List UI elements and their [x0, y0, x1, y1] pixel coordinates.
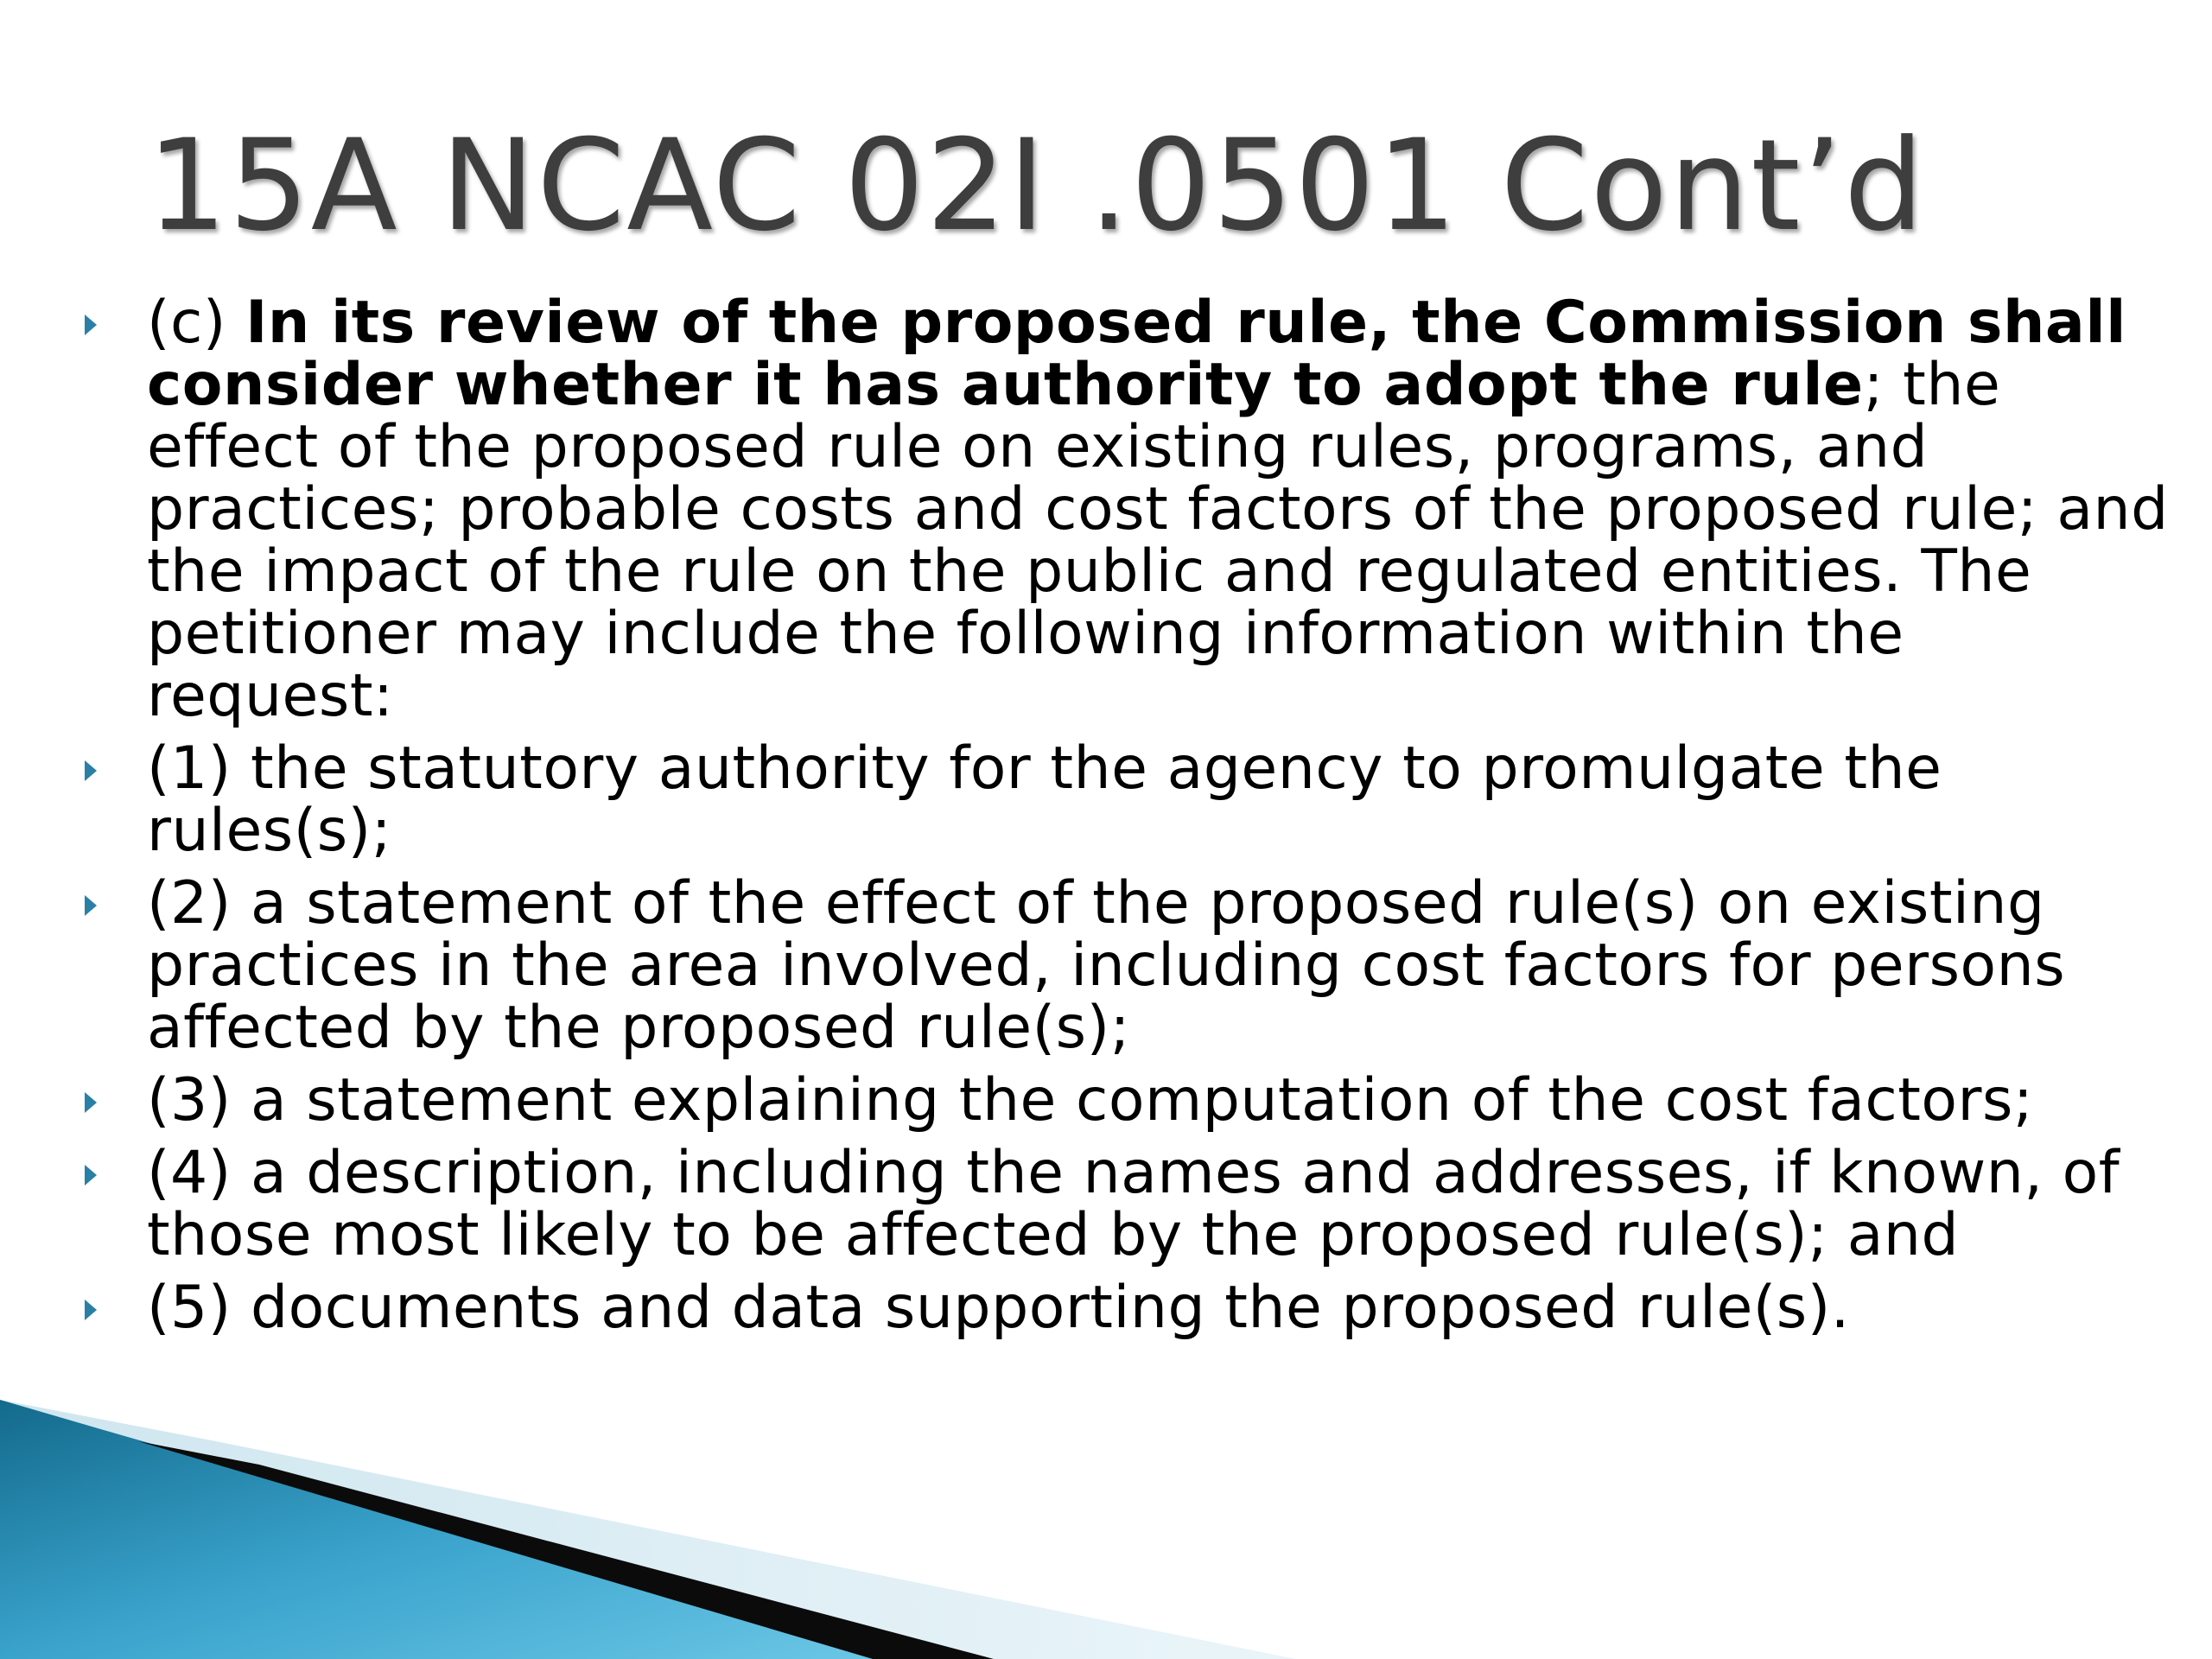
bullet-text: (3) a statement explaining the computation of the cost factors; — [147, 1066, 2034, 1135]
bullet-rest-text: ; the effect of the proposed rule on existing rules, programs, and practices; probable costs and cost factors of the proposed rule; and the impact of the rule on the public and regulated entities. The petitioner may include the following information within the request: — [147, 351, 2169, 730]
bullet-item-2 — [147, 869, 2169, 1062]
bullet-item-4 — [147, 1139, 2169, 1269]
triangle-bullet-icon — [85, 895, 97, 916]
triangle-bullet-icon — [85, 315, 97, 335]
bullet-item-1 — [147, 734, 2169, 865]
pale-wedge — [0, 1400, 1296, 1659]
bullet-text: (5) documents and data supporting the proposed rule(s). — [147, 1274, 1850, 1342]
bullet-text: (2) a statement of the effect of the proposed rule(s) on existing practices in the area involved, including cost factors for persons affected by the proposed rule(s); — [147, 869, 2066, 1062]
slide-title: 15A NCAC 02I .0501 Cont’d — [147, 112, 1926, 259]
triangle-bullet-icon — [85, 760, 97, 781]
bullet-item-3 — [147, 1066, 2169, 1135]
bullet-item-c — [147, 289, 2169, 730]
bullet-text: (4) a description, including the names and addresses, if known, of those most likely to be affected by the proposed rule(s); and — [147, 1139, 2120, 1269]
bullet-text: (1) the statutory authority for the agency to promulgate the rules(s); — [147, 734, 1942, 865]
blue-wedge — [0, 1400, 899, 1659]
triangle-bullet-icon — [85, 1092, 97, 1113]
triangle-bullet-icon — [85, 1165, 97, 1185]
black-wedge — [138, 1441, 994, 1659]
bullet-lead: (c) — [147, 289, 246, 357]
triangle-bullet-icon — [85, 1300, 97, 1320]
bullet-item-5 — [147, 1274, 2169, 1342]
bullet-list — [147, 289, 2169, 1350]
bullet-bold-text: In its review of the proposed rule, the Commission shall consider whether it has authority to adopt the rule — [147, 289, 2126, 419]
